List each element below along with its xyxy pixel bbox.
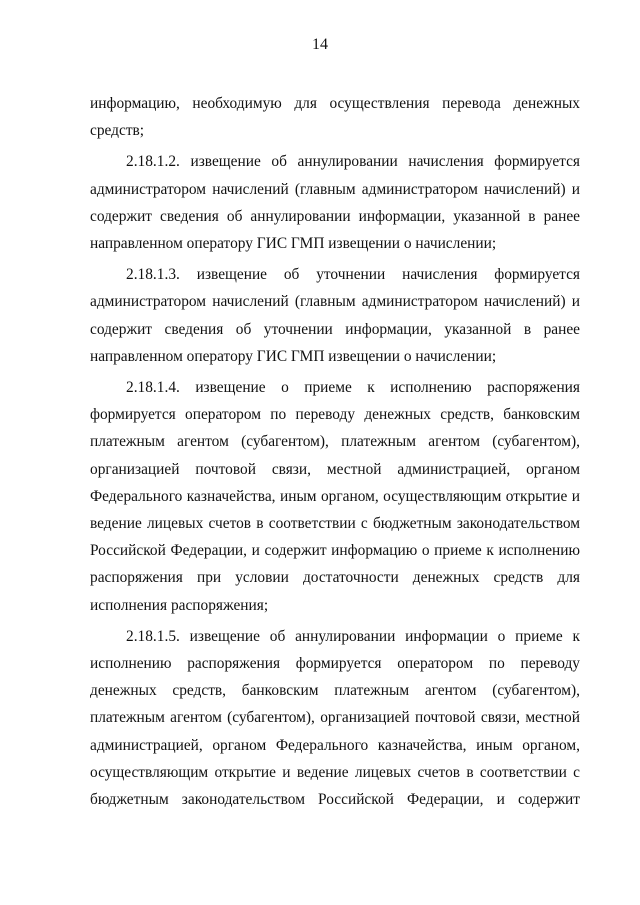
text-line: администратором начислений (главным администратором начислений) и [90,180,580,198]
text-line: средств; [90,122,145,140]
text-line: ведение лицевых счетов в соответствии с бюджетным законодательством [90,515,580,533]
text-line: Федерального казначейства, иным органом, осуществляющим открытие и [90,487,580,505]
paragraph-continuation [90,90,580,144]
text-line: направленном оператору ГИС ГМП извещении о начислении; [90,235,497,253]
paragraph-2-18-1-5 [90,623,580,813]
page-number: 14 [312,36,328,53]
text-line: платежным агентом (субагентом), организацией почтовой связи, местной [90,709,580,727]
text-line: 2.18.1.3. извещение об уточнении начисления формируется [126,266,580,284]
text-line: направленном оператору ГИС ГМП извещении о начислении; [90,347,497,365]
text-line: 2.18.1.5. извещение об аннулировании информации о приеме к [126,627,580,645]
text-line: формируется оператором по переводу денежных средств, банковским [90,406,580,424]
paragraph-2-18-1-3 [90,261,580,370]
document-body [90,90,580,813]
text-line: денежных средств, банковским платежным агентом (субагентом), [90,682,580,700]
text-line: организацией почтовой связи, местной администрацией, органом [90,460,580,478]
text-line: 2.18.1.2. извещение об аннулировании начисления формируется [126,153,580,171]
text-line: информацию, необходимую для осуществления перевода денежных [90,95,580,112]
text-line: 2.18.1.4. извещение о приеме к исполнению распоряжения [126,379,580,397]
text-line: администратором начислений (главным администратором начислений) и [90,293,580,311]
text-line: распоряжения при условии достаточности денежных средств для [90,569,580,587]
text-line: Российской Федерации, и содержит информацию о приеме к исполнению [90,542,580,560]
text-line: содержит сведения об аннулировании информации, указанной в ранее [90,207,580,225]
paragraph-2-18-1-4 [90,374,580,619]
paragraph-2-18-1-2 [90,148,580,257]
text-line: администрацией, органом Федерального казначейства, иным органом, [90,736,580,754]
text-line: бюджетным законодательством Российской Федерации, и содержит [90,791,580,809]
text-line: осуществляющим открытие и ведение лицевых счетов в соответствии с [90,763,580,781]
text-line: содержит сведения об уточнении информации, указанной в ранее [90,320,580,338]
text-line: платежным агентом (субагентом), платежным агентом (субагентом), [90,433,580,451]
text-line: исполнения распоряжения; [90,596,269,614]
text-line: исполнению распоряжения формируется оператором по переводу [90,655,580,673]
